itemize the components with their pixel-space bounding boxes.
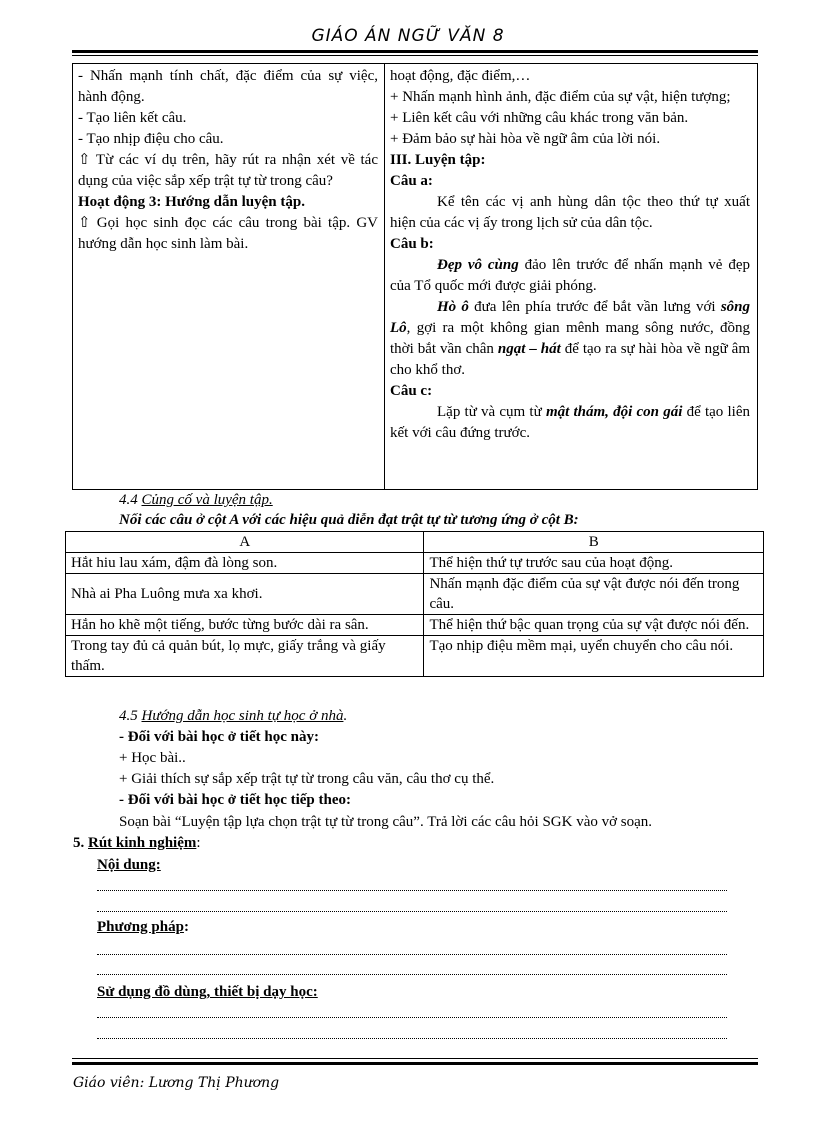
cau-b-emphasis-1: Đẹp vô cùng (437, 257, 519, 273)
table-cell-a: Trong tay đủ cả quản bút, lọ mực, giấy trắng và giấy thấm. (66, 636, 424, 677)
cau-b-paragraph-2 (390, 297, 750, 381)
table-cell-b: Tạo nhịp điệu mềm mại, uyển chuyển cho câu nói. (424, 636, 764, 677)
right-line-2: + Nhấn mạnh hình ảnh, đặc điểm của sự vật, hiện tượng; (390, 89, 731, 105)
cau-c-label: Câu c: (390, 383, 433, 399)
cau-b-text-1: đảo lên trước để nhấn mạnh vẻ đẹp của Tổ quốc mới được giải phóng. (390, 257, 750, 294)
matching-instruction: Nối các câu ở cột A với các hiệu quả diễn đạt trật tự từ tương ứng ở cột B: (119, 512, 579, 528)
table-cell-a: Hắt hiu lau xám, đậm đà lòng son. (66, 553, 424, 574)
section-5-title: Rút kinh nghiệm (88, 835, 197, 851)
cau-b-emphasis-2: Hò ô (437, 299, 469, 315)
footer-rule-thin (72, 1058, 758, 1059)
table-row (66, 553, 764, 574)
practice-heading: III. Luyện tập: (390, 152, 486, 168)
right-line-4: + Đảm bảo sự hài hòa về ngữ âm của lời nói. (390, 131, 661, 147)
dotted-line (97, 910, 727, 912)
equipment-label: Sử dụng đồ dùng, thiết bị dạy học: (97, 984, 318, 1000)
section-5-title-end: : (196, 835, 201, 851)
cau-b-text-2b: , gợi ra một không gian mênh mang sông nước, đồng thời bắt vần chân (390, 320, 750, 357)
lesson-table-divider (384, 63, 385, 490)
dotted-line (97, 953, 727, 955)
cau-c-emphasis: mật thám, đội con gái (545, 404, 683, 420)
teacher-name: Giáo viên: Lương Thị Phương (73, 1075, 280, 1091)
matching-table (65, 531, 764, 677)
cau-c-paragraph (390, 402, 750, 444)
right-line-1: hoạt động, đặc điểm,… (390, 68, 531, 84)
table-cell-a: Nhà ai Pha Luông mưa xa khơi. (66, 574, 424, 615)
cau-c-text-1: Lặp từ và cụm từ (437, 404, 546, 420)
right-line-3: + Liên kết câu với những câu khác trong văn bản. (390, 110, 689, 126)
left-line-1: - Nhấn mạnh tính chất, đặc điểm của sự việc, hành động. (78, 68, 378, 105)
section-4-4-number: 4.4 (119, 492, 142, 508)
cau-b-text-2a: đưa lên phía trước để bắt vần lưng với (468, 299, 721, 315)
table-cell-b: Thể hiện thứ tự trước sau của hoạt động. (424, 553, 764, 574)
activity-3-text: ⇧ Gọi học sinh đọc các câu trong bài tập. GV hướng dẫn học sinh làm bài. (78, 215, 378, 252)
lesson-left-column (78, 66, 378, 255)
current-lesson-item: + Học bài.. (119, 750, 186, 766)
table-cell-b: Nhấn mạnh đặc điểm của sự vật được nói đến trong câu. (424, 574, 764, 615)
section-4-5-number: 4.5 (119, 708, 142, 724)
dotted-line (97, 889, 727, 891)
left-line-3: - Tạo nhịp điệu cho câu. (78, 131, 224, 147)
section-5-number: 5. (73, 835, 88, 851)
column-b-header: B (424, 532, 764, 553)
footer-rule (72, 1062, 758, 1065)
section-4-5-title-end: . (343, 708, 348, 724)
header-rule-thin (72, 55, 758, 56)
current-lesson-item: + Giải thích sự sắp xếp trật tự từ trong câu văn, câu thơ cụ thể. (119, 771, 495, 787)
cau-b-label: Câu b: (390, 236, 434, 252)
table-row (66, 615, 764, 636)
page-header-title: GIÁO ÁN NGỮ VĂN 8 (311, 26, 505, 46)
left-line-4: ⇧ Từ các ví dụ trên, hãy rút ra nhận xét về tác dụng của việc sắp xếp trật tự từ trong câu? (78, 152, 378, 189)
section-4-5-title: Hướng dẫn học sinh tự học ở nhà (141, 708, 344, 724)
cau-c-text-2: để tạo liên kết với câu đứng trước. (390, 404, 750, 441)
section-5-heading (73, 835, 201, 852)
cau-b-text-2c: để tạo ra sự hài hòa về ngữ âm cho khổ thơ. (390, 341, 750, 378)
cau-a-label: Câu a: (390, 173, 433, 189)
table-cell-b: Thể hiện thứ bậc quan trọng của sự vật được nói đến. (424, 615, 764, 636)
left-line-2: - Tạo liên kết câu. (78, 110, 187, 126)
cau-a-text: Kể tên các vị anh hùng dân tộc theo thứ tự xuất hiện của các vị ấy trong lịch sử của dân tộc. (390, 194, 750, 231)
method-heading (97, 919, 189, 936)
dotted-line (97, 1037, 727, 1039)
header-rule (72, 50, 758, 53)
table-row (66, 636, 764, 677)
section-4-5-heading (119, 708, 347, 725)
table-row (66, 574, 764, 615)
activity-3-title: Hoạt động 3: Hướng dẫn luyện tập. (78, 194, 305, 210)
table-header-row (66, 532, 764, 553)
current-lesson-heading: - Đối với bài học ở tiết học này: (119, 729, 319, 745)
section-4-4-title: Củng cố và luyện tập. (141, 492, 273, 508)
method-label: Phương pháp (97, 919, 184, 935)
next-lesson-text: Soạn bài “Luyện tập lựa chọn trật tự từ trong câu”. Trả lời các câu hỏi SGK vào vở soạn. (119, 814, 653, 830)
dotted-line (97, 973, 727, 975)
column-a-header: A (66, 532, 424, 553)
next-lesson-heading: - Đối với bài học ở tiết học tiếp theo: (119, 792, 352, 808)
cau-b-emphasis-4: ngạt – hát (497, 341, 561, 357)
table-cell-a: Hắn ho khẽ một tiếng, bước từng bước dài ra sân. (66, 615, 424, 636)
section-4-4-heading (119, 492, 273, 509)
cau-b-paragraph-1 (390, 255, 750, 297)
content-label: Nội dung: (97, 857, 161, 873)
method-label-end: : (183, 919, 189, 935)
cau-b-emphasis-3: sông Lô (390, 299, 750, 336)
dotted-line (97, 1016, 727, 1018)
lesson-right-column (390, 66, 750, 444)
